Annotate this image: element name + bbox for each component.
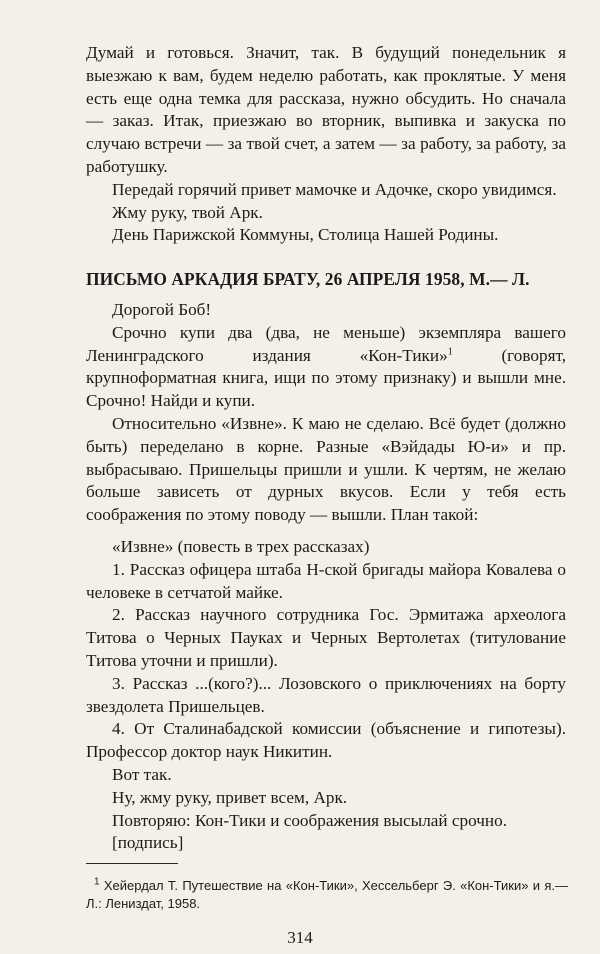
paragraph: Думай и готовься. Значит, так. В будущий понедельник я выезжаю к вам, будем неделю работать, как проклятые. У меня есть еще одна темка для рассказа, нужно обсудить. Но сначала — заказ. Итак, приезжаю во вторник, выпивка и закуска по случаю встречи — за твой счет, а затем — за работу, за работу, за работушку. [86,43,566,176]
letter-body [86,299,566,527]
plan-item: 1. Рассказ офицера штаба Н-ской бригады майора Ковалева о человеке в сетчатой майке. [86,559,566,602]
plan-item: 2. Рассказ научного сотрудника Гос. Эрмитажа археолога Титова о Черных Пауках и Черных Вертолетах (титулование Титова уточни и пришли). [86,605,566,670]
footnote [86,877,568,913]
paragraph-text: (говорят, крупноформатная книга, ищи по этому признаку) и вышли мне. Срочно! Найди и купи. [86,345,567,411]
paragraph [86,322,566,413]
footnote-text: Хейердал Т. Путешествие на «Кон-Тики», Хессельберг Э. «Кон-Тики» и я.— Л.: Лениздат, 1958. [86,878,568,911]
closing-line: Вот так. [112,765,172,784]
paragraph: Жму руку, твой Арк. [112,202,263,222]
plan-item: 4. От Сталинабадской комиссии (объяснение и гипотезы). Профессор доктор наук Никитин. [86,719,566,762]
plan-item: 3. Рассказ ...(кого?)... Лозовского о приключениях на борту звездолета Пришельцев. [86,673,566,716]
paragraph: Относительно «Извне». К маю не сделаю. Всё будет (должно быть) переделано в корне. Разные «Вэйдады Ю-и» и пр. выбрасываю. Пришельцы пришли и ушли. К чертям, не желаю больше зависеть от дурных вкусов. Если у тебя есть соображения по этому поводу — вышли. План такой: [86,413,566,525]
greeting: Дорогой Боб! [112,300,212,319]
plan-title: «Извне» (повесть в трех рассказах) [112,537,370,556]
closing-line: Ну, жму руку, привет всем, Арк. [112,787,348,807]
previous-letter [86,42,566,247]
footnote-marker: 1 [447,345,453,357]
signature: [подпись] [112,833,184,853]
paragraph: Передай горячий привет мамочке и Адочке, скоро увидимся. [112,179,557,199]
closing-line: Повторяю: Кон-Тики и соображения высылай срочно. [112,810,508,830]
letter-closing [86,764,566,855]
footnote-divider [86,863,178,864]
paragraph-text: Срочно купи два (два, не меньше) экземпляра вашего Ленинградского издания «Кон-Тики» [86,322,566,365]
letter-heading: ПИСЬМО АРКАДИЯ БРАТУ, 26 АПРЕЛЯ 1958, М.— Л. [86,269,530,289]
plan [86,536,566,764]
paragraph: День Парижской Коммуны, Столица Нашей Родины. [112,225,499,245]
footnote-number: 1 [94,876,100,888]
page-number: 314 [287,928,313,947]
